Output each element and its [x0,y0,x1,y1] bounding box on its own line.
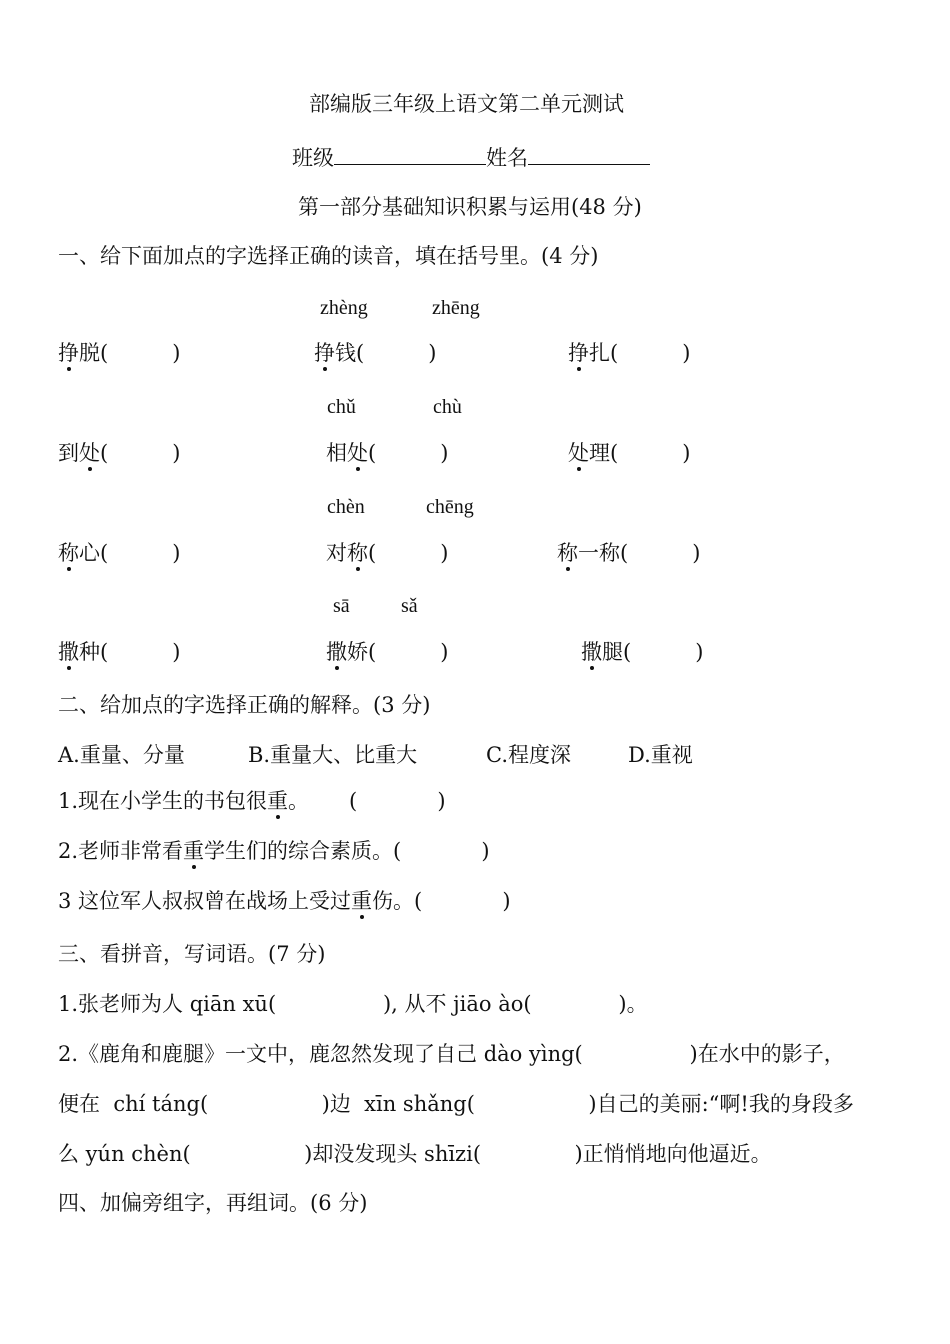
q1-item [568,440,690,466]
item-text: ) [682,441,691,465]
dotted-character: 重 [267,789,289,813]
q1-item [326,440,448,466]
dotted-character: 挣 [58,341,79,365]
dotted-character: 处 [347,441,368,465]
q1-pinyin-option: chǔ [327,396,356,418]
name-label: 姓名 [486,146,528,170]
q1-item [58,639,180,665]
item-text: ) [695,640,704,664]
dotted-character: 挣 [314,341,335,365]
q1-item [58,440,180,466]
dotted-character: 称 [557,541,578,565]
dotted-character: 处 [568,441,589,465]
dotted-character: 挣 [568,341,589,365]
q1-pinyin-option: sā [333,595,350,617]
item-text: ) [172,441,181,465]
item-text: ) [440,541,449,565]
item-text: 伤。 [372,889,415,913]
item-text: 。 [288,789,310,813]
dotted-character: 处 [79,441,100,465]
q1-item [326,540,448,566]
item-text: ( [100,441,109,465]
q1-pinyin-option: sǎ [401,595,418,617]
dotted-character: 撒 [326,640,347,664]
item-text: ) [172,341,181,365]
item-text: 心( [79,541,109,565]
answer-blank[interactable]: ( ) [349,789,446,813]
q2-option: B.重量大、比重大 [248,743,418,767]
q2-option: C.程度深 [486,743,571,767]
item-text: 一称( [578,541,629,565]
q1-item [568,340,690,366]
item-text: 相 [326,441,347,465]
q1-pinyin-option: chèn [327,496,365,518]
q2-heading: 二、给加点的字选择正确的解释。(3 分) [58,693,431,717]
q3-line: 1.张老师为人 qiān xū( ), 从不 jiāo ào( )。 [58,992,648,1016]
q2-item [58,788,446,814]
q2-option: A.重量、分量 [58,743,185,767]
answer-blank[interactable]: ( ) [414,889,511,913]
q3-line: 么 yún chèn( )却没发现头 shīzi( )正悄悄地向他逼近。 [58,1142,772,1166]
dotted-character: 撒 [581,640,602,664]
item-text: 钱( [335,341,365,365]
item-text: 娇( [347,640,377,664]
class-field[interactable] [334,144,486,165]
item-text: ) [440,441,449,465]
item-text: ) [440,640,449,664]
item-text: 到 [58,441,79,465]
item-text: ) [172,541,181,565]
item-text: 扎( [589,341,619,365]
q2-item [58,838,490,864]
item-text: 脱( [79,341,109,365]
item-text: 3 这位军人叔叔曾在战场上受过 [58,889,352,913]
name-field[interactable] [528,144,650,165]
dotted-character: 称 [58,541,79,565]
class-label: 班级 [292,146,334,170]
item-text: 学生们的综合素质。 [204,839,394,863]
q3-line: 2.《鹿角和鹿腿》一文中，鹿忽然发现了自己 dào yìng( )在水中的影子， [58,1042,845,1066]
page-title: 部编版三年级上语文第二单元测试 [309,92,624,116]
q1-item [557,540,700,566]
item-text: 腿( [602,640,632,664]
q1-item [314,340,436,366]
dotted-character: 重 [351,889,373,913]
item-text: 对 [326,541,347,565]
q1-pinyin-option: chēng [426,496,474,518]
q1-item [58,340,180,366]
item-text: ) [172,640,181,664]
item-text: ) [692,541,701,565]
item-text: ) [428,341,437,365]
q3-heading: 三、看拼音，写词语。(7 分) [58,942,326,966]
q1-pinyin-option: chù [433,396,462,418]
q1-item [326,639,448,665]
q2-item [58,888,511,914]
student-info-row [292,144,650,171]
q1-item [58,540,180,566]
q3-line: 便在 chí táng( )边 xīn shǎng( )自己的美丽:“啊!我的身段多 [58,1092,854,1116]
answer-blank[interactable]: ( ) [393,839,490,863]
dotted-character: 重 [183,839,205,863]
item-text: ( [368,441,377,465]
part-heading: 第一部分基础知识积累与运用(48 分) [298,195,642,219]
dotted-character: 撒 [58,640,79,664]
q4-heading: 四、加偏旁组字，再组词。(6 分) [58,1191,368,1215]
item-text: ( [368,541,377,565]
q1-pinyin-option: zhèng [320,297,368,319]
item-text: ) [682,341,691,365]
item-text: 理( [589,441,619,465]
q1-heading: 一、给下面加点的字选择正确的读音，填在括号里。(4 分) [58,244,599,268]
q1-pinyin-option: zhēng [432,297,480,319]
q1-item [581,639,703,665]
item-text: 2.老师非常看 [58,839,184,863]
item-text: 种( [79,640,109,664]
item-text: 1.现在小学生的书包很 [58,789,268,813]
dotted-character: 称 [347,541,368,565]
q2-option: D.重视 [628,743,693,767]
